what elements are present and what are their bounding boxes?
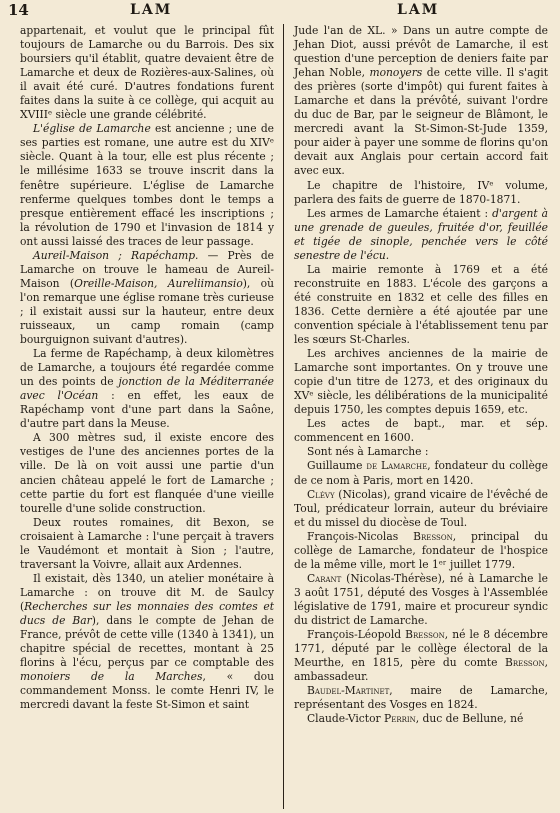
paragraph: Aureil-Maison ; Rapéchamp. — Près de Lamarche on trouve le hameau de Aureil-Maison (Oreille-Maison, Aureliimansio), où l'on remarque une église romane très curieuse ; il existait aussi sur la hauteur, entre deux ruisseaux, un camp romain (camp bourguignon suivant d'autres). — [20, 248, 274, 347]
section-title: Aureil-Maison ; Rapéchamp. — [33, 248, 199, 262]
page-number: 14 — [8, 1, 29, 19]
paragraph: Le chapitre de l'histoire, IVᵉ volume, parlera des faits de guerre de 1870-1871. — [294, 178, 548, 206]
left-column — [20, 24, 274, 712]
paragraph: L'église de Lamarche est ancienne ; une de ses parties est romane, une autre est du XIVᵉ siècle. Quant à la tour, elle est plus récente ; le millésime 1633 se trouve inscrit dans la fenêtre supérieure. L'église de Lamarche renferme quelques tombes dont le temps a presque entièrement effacé les inscriptions ; la révolution de 1790 et l'invasion de 1814 y ont aussi laissé des traces de leur passage. — [20, 122, 274, 248]
section-title: L'église de Lamarche — [33, 122, 151, 136]
paragraph: La ferme de Rapéchamp, à deux kilomètres de Lamarche, a toujours été regardée comme un des points de jonction de la Méditerranée avec l'Océan : en effet, les eaux de Rapéchamp vont d'une part dans la Saône, d'autre part dans la Meuse. — [20, 347, 274, 431]
paragraph: Deux routes romaines, dit Bexon, se croisaient à Lamarche : l'une perçait à travers le Vaudémont et montait à Sion ; l'autre, traversant la Voivre, allait aux Ardennes. — [20, 515, 274, 571]
coat-of-arms-blazon: d'argent à une grenade de gueules, fruitée d'or, feuillée et tigée de sinople, penchée vers le côté senestre de l'écu. — [294, 206, 549, 262]
paragraph: La mairie remonte à 1769 et a été reconstruite en 1883. L'école des garçons a été construite en 1832 et celle des filles en 1836. Cette dernière a été ajoutée par une convention spéciale à l'établissement tenu par les sœurs St-Charles. — [294, 262, 548, 347]
running-head-right: LAM — [397, 2, 440, 18]
biography-entry: François-Nicolas Bresson, principal du collège de Lamarche, fondateur de l'hospice de la même ville, mort le 1ᵉʳ juillet 1779. — [294, 529, 548, 571]
paragraph: Il existait, dès 1340, un atelier monétaire à Lamarche : on trouve dit M. de Saulcy (Recherches sur les monnaies des comtes et ducs de Bar), dans le compte de Jehan de France, prévôt de cette ville (1340 à 1341), un chapitre spécial de recettes, montant à 25 florins à l'écu, perçus par ce comptable des monoiers de la Marches, « dou commandement Monss. le comte Henri IV, le mercredi davant la feste St-Simon et saint — [20, 571, 274, 712]
paragraph: Les archives anciennes de la mairie de Lamarche sont importantes. On y trouve une copie d'un titre de 1273, et des originaux du XVᵉ siècle, les délibérations de la municipalité depuis 1750, les comptes depuis 1659, etc. — [294, 347, 548, 417]
paragraph: Sont nés à Lamarche : — [307, 445, 429, 459]
paragraph: Jude l'an de XL. » Dans un autre compte de Jehan Diot, aussi prévôt de Lamarche, il est question d'une perception de deniers faite par Jehan Noble, monoyers de cette ville. Il s'agit des prières (sorte d'impôt) qui furent faites à Lamarche et dans la prévôté, suivant l'ordre du duc de Bar, par le seigneur de Blâmont, le mercredi avant la St-Simon-St-Jude 1359, pour aider à payer une somme de florins qu'on devait aux Anglais pour certain accord fait avec eux. — [294, 24, 549, 178]
right-column — [294, 24, 548, 726]
biography-entry: Guillaume de Lamarche, fondateur du collège de ce nom à Paris, mort en 1420. — [294, 459, 548, 487]
paragraph: appartenait, et voulut que le principal fût toujours de Lamarche ou du Barrois. Des six boursiers qu'il établit, quatre devaient être de Lamarche et deux de Rozières-aux-Salines, où il avait été curé. D'autres fondations furent faites dans la suite à ce collège, qui acquit au XVIIIᵉ siècle une grande célébrité. — [20, 24, 274, 122]
running-head-left: LAM — [130, 2, 173, 18]
biography-entry: François-Léopold Bresson, né le 8 décembre 1771, député par le collège électoral de la Meurthe, en 1815, père du comte Bresson, ambassadeur. — [294, 628, 548, 684]
paragraph: A 300 mètres sud, il existe encore des vestiges de l'une des anciennes portes de la ville. De là on voit aussi une partie d'un ancien château appelé le fort de Lamarche ; cette partie du fort est flanquée d'une vieille tourelle d'une solide construction. — [20, 431, 274, 515]
paragraph: Les armes de Lamarche étaient : d'argent à une grenade de gueules, fruitée d'or, feuillée et tigée de sinople, penchée vers le côté senestre de l'écu. — [294, 206, 549, 262]
biography-entry: Carant (Nicolas-Thérèse), né à Lamarche le 3 août 1751, député des Vosges à l'Assemblée législative de 1791, maire et procureur syndic du district de Lamarche. — [294, 571, 548, 627]
paragraph: Les actes de bapt., mar. et sép. commencent en 1600. — [294, 417, 548, 445]
column-divider — [283, 24, 284, 809]
biography-entry: Clévy (Nicolas), grand vicaire de l'évêché de Toul, prédicateur lorrain, auteur du bréviaire et du missel du diocèse de Toul. — [294, 487, 548, 529]
biography-entry: Claude-Victor Perrin, duc de Bellune, né — [307, 712, 524, 726]
biography-entry: Baudel-Martinet, maire de Lamarche, représentant des Vosges en 1824. — [294, 684, 548, 712]
